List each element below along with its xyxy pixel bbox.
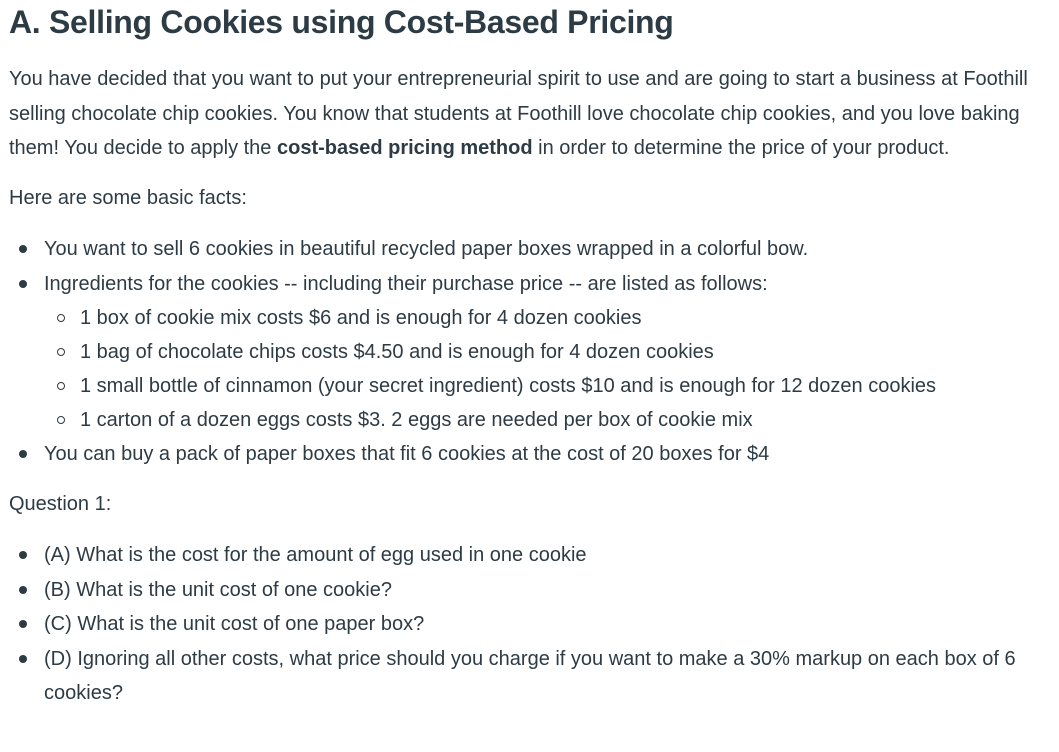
list-item [9, 232, 1059, 267]
question-item [9, 573, 1059, 608]
list-item-text: Ingredients for the cookies -- including their purchase price -- are listed as follows: [44, 272, 768, 295]
bullet-dot-icon [19, 551, 27, 559]
ingredient-item [44, 335, 1059, 369]
facts-list [9, 232, 1059, 472]
list-item [9, 437, 1059, 472]
bullet-dot-icon [19, 245, 27, 253]
intro-text-start: You have decided that you want to put your entrepreneurial spirit to use and are going to start a business at Foothill selling chocolate chip cookies. You know that students at Foothill love chocolate chip cookies, and you love baking them! You decide to apply the [9, 68, 1028, 159]
list-item [9, 267, 1059, 438]
ingredient-text: 1 bag of chocolate chips costs $4.50 and is enough for 4 dozen cookies [80, 341, 714, 363]
section-title: A. Selling Cookies using Cost-Based Pricing [9, 4, 674, 40]
intro-text-end: in order to determine the price of your product. [532, 137, 950, 159]
bullet-circle-icon [57, 416, 65, 424]
question-item [9, 538, 1059, 573]
question-heading: Question 1: [9, 492, 112, 515]
bullet-dot-icon [19, 280, 27, 288]
intro-bold-term: cost-based pricing method [276, 137, 533, 159]
bullet-circle-icon [57, 382, 65, 390]
bullet-dot-icon [19, 620, 27, 628]
bullet-dot-icon [19, 655, 27, 663]
ingredients-list [44, 301, 1059, 437]
question-text: (D) Ignoring all other costs, what price should you charge if you want to make a 30% markup on each box of 6 cookies? [44, 647, 1016, 704]
list-item-text: You want to sell 6 cookies in beautiful recycled paper boxes wrapped in a colorful bow. [44, 238, 809, 260]
ingredient-text: 1 carton of a dozen eggs costs $3. 2 eggs are needed per box of cookie mix [80, 409, 753, 431]
question-item [9, 607, 1059, 642]
question-item [9, 642, 1054, 711]
bullet-dot-icon [19, 450, 27, 458]
ingredient-item [44, 403, 1059, 437]
ingredient-text: 1 box of cookie mix costs $6 and is enough for 4 dozen cookies [80, 307, 642, 329]
bullet-circle-icon [57, 314, 65, 322]
ingredient-item [44, 369, 1059, 403]
intro-paragraph [9, 62, 1049, 166]
bullet-dot-icon [19, 586, 27, 594]
ingredient-item [44, 301, 1059, 335]
ingredient-text: 1 small bottle of cinnamon (your secret ingredient) costs $10 and is enough for 12 dozen cookies [80, 375, 937, 397]
list-item-text: You can buy a pack of paper boxes that fit 6 cookies at the cost of 20 boxes for $4 [44, 443, 770, 465]
bullet-circle-icon [57, 348, 65, 356]
facts-heading: Here are some basic facts: [9, 186, 247, 209]
question-text: (A) What is the cost for the amount of egg used in one cookie [44, 544, 587, 566]
question-list [9, 538, 1059, 711]
question-text: (C) What is the unit cost of one paper box? [44, 613, 425, 635]
question-text: (B) What is the unit cost of one cookie? [44, 578, 392, 601]
